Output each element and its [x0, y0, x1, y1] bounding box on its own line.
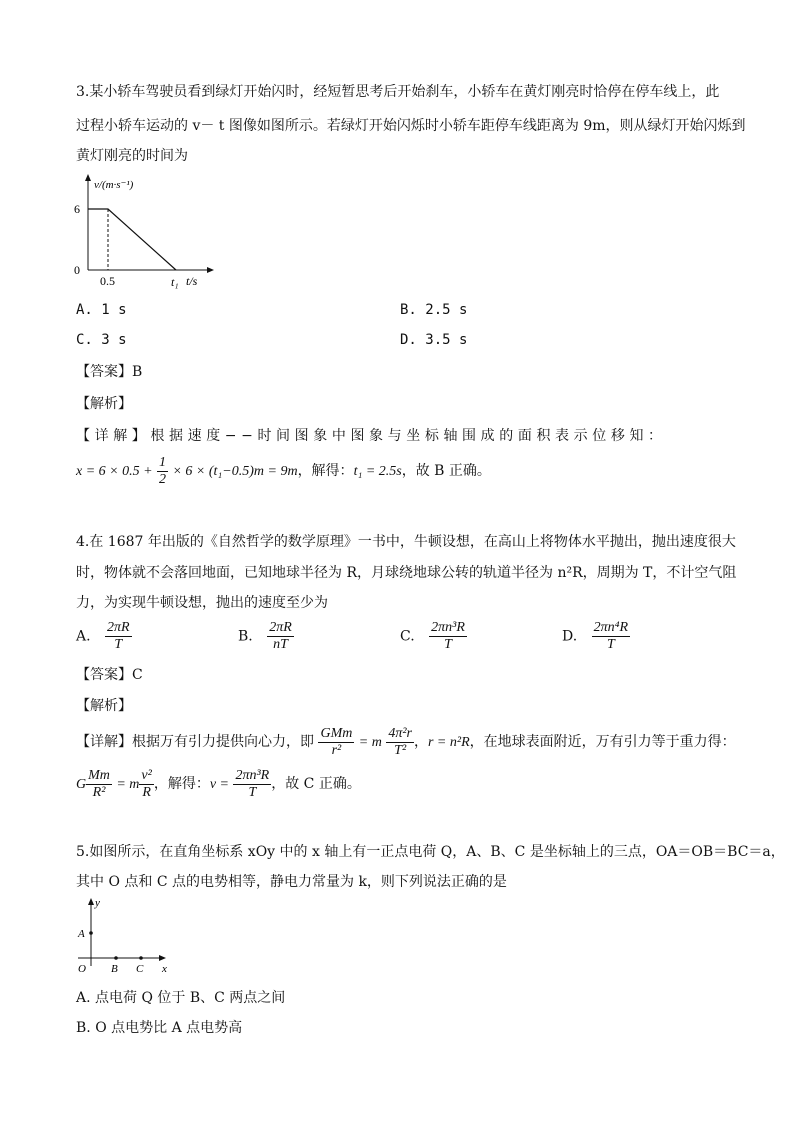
q5-point-a — [89, 931, 93, 935]
q4-option-a-label: A. — [76, 628, 91, 645]
q4-f5-num: 2πn³R — [235, 767, 270, 783]
q5-x-arrow — [159, 955, 166, 961]
q4-mid-comma: ， — [413, 734, 428, 750]
q4-option-a-num: 2πR — [107, 620, 130, 635]
q5-point-c — [139, 956, 143, 960]
q3-formula-line — [76, 450, 491, 493]
q3-frac-den: 2 — [159, 471, 167, 487]
q3-analysis-heading: 【解析】 — [76, 396, 132, 412]
q3-x-arrow — [207, 267, 214, 273]
q3-x-tick-05: 0.5 — [100, 274, 115, 288]
q5-stem-line-1: 5.如图所示，在直角坐标系 xOy 中的 x 轴上有一正点电荷 Q，A、B、C 是坐标轴上的三点，OA＝OB＝BC＝a， — [76, 844, 785, 860]
q4-option-d-fraction — [592, 620, 630, 653]
q5-option-b: B. O 点电势比 A 点电势高 — [76, 1020, 243, 1036]
q3-stem-line-3: 黄灯刚亮的时间为 — [76, 148, 188, 164]
q4-option-b-num: 2πR — [269, 620, 292, 635]
q3-option-b: B. 2.5 s — [400, 302, 468, 318]
q3-answer: 【答案】B — [76, 364, 143, 380]
q5-a-label: A — [78, 928, 85, 940]
q5-c-label: C — [136, 963, 144, 975]
q4-option-c-den: T — [444, 637, 452, 652]
q5-option-a: A. 点电荷 Q 位于 B、C 两点之间 — [76, 990, 286, 1006]
q3-vt-graph — [60, 170, 220, 290]
q3-y-axis-label: v/(m·s⁻¹) — [94, 179, 134, 191]
q4-frac-gmm-r2 — [318, 726, 354, 759]
q4-frac-v2-r — [139, 768, 153, 801]
q4-option-b-fraction — [267, 620, 294, 653]
q4-option-c-fraction — [429, 620, 467, 653]
q4-f1-den: r² — [331, 742, 342, 758]
q4-detail-post: ，在地球表面附近，万有引力等于重力得： — [469, 734, 736, 750]
q3-formula-pre: x = 6 × 0.5 + — [76, 464, 153, 479]
q3-stem-line-1: 3.某小轿车驾驶员看到绿灯开始闪时，经短暂思考后开始刹车，小轿车在黄灯刚亮时恰停在停车线上，此 — [76, 84, 720, 100]
q4-solve-text: ，解得： — [153, 776, 210, 792]
q4-f5-den: T — [248, 784, 257, 800]
q3-fraction-half — [157, 455, 168, 488]
q4-frac-mm-r2 — [86, 768, 112, 801]
q4-frac-4pi2r-t2 — [386, 726, 414, 759]
q4-eq1: = m — [358, 735, 382, 750]
q3-t1-label: t₁ — [171, 275, 179, 289]
q4-option-b-den: nT — [273, 637, 288, 652]
q3-velocity-line — [88, 209, 176, 270]
q4-option-d-num: 2πn⁴R — [593, 620, 629, 635]
q4-frac-result — [233, 768, 271, 801]
q5-y-label: y — [95, 897, 100, 909]
q4-detail-pre: 【详解】根据万有引力提供向心力，即 — [76, 734, 314, 750]
q3-option-a: A. 1 s — [76, 302, 127, 318]
q4-f2-den: T² — [394, 742, 407, 758]
q4-option-b — [238, 620, 294, 653]
q4-f2-num: 4π²r — [388, 725, 412, 741]
q4-detail-line-2 — [76, 762, 361, 807]
q3-stem-line-2: 过程小轿车运动的 v－ t 图像如图所示。若绿灯开始闪烁时小轿车距停车线距离为 9m，则从绿灯开始闪烁到 — [76, 118, 746, 134]
q3-formula-post: × 6 × (t₁−0.5)m = 9m — [172, 464, 298, 479]
q4-option-d-den: T — [606, 637, 615, 652]
q5-coordinate-graph — [70, 894, 180, 978]
q4-f1-num: GMm — [320, 725, 353, 741]
q4-r-expr: r = n²R — [427, 735, 470, 750]
q4-option-c-num: 2πn³R — [431, 620, 465, 635]
q4-option-d — [562, 620, 630, 653]
q5-y-arrow — [88, 898, 94, 905]
q4-option-a-fraction — [105, 620, 132, 653]
q3-y-arrow — [85, 174, 91, 181]
q4-f3-num: Mm — [88, 767, 110, 783]
q3-origin-label: 0 — [74, 263, 80, 277]
q4-stem-line-2: 时，物体就不会落回地面，已知地球半径为 R，月球绕地球公转的轨道半径为 n²R，周期为 T，不计空气阻 — [76, 565, 737, 581]
q4-f4-num: v² — [141, 767, 152, 783]
q4-f4-den: R — [142, 784, 151, 800]
q4-detail-line-1 — [76, 720, 736, 765]
q4-option-c-label: C. — [400, 628, 415, 645]
q4-stem-line-1: 4.在 1687 年出版的《自然哲学的数学原理》一书中，牛顿设想，在高山上将物体水平抛出，抛出速度很大 — [76, 534, 736, 550]
q4-option-b-label: B. — [238, 628, 253, 645]
q4-option-d-label: D. — [562, 628, 578, 645]
q5-o-label: O — [78, 963, 86, 975]
q4-answer: 【答案】C — [76, 667, 143, 683]
q4-conclusion: ，故 C 正确。 — [271, 776, 361, 792]
q4-option-a-den: T — [114, 637, 123, 652]
q4-option-c — [400, 620, 467, 653]
q3-result: t₁ = 2.5s — [353, 464, 402, 479]
q5-b-label: B — [111, 963, 118, 975]
q5-stem-line-2: 其中 O 点和 C 点的电势相等，静电力常量为 k，则下列说法正确的是 — [76, 874, 507, 890]
q5-point-b — [114, 956, 118, 960]
q4-v-pre: v = — [209, 777, 230, 792]
q4-g: G — [76, 777, 87, 792]
q3-conclusion: ，故 B 正确。 — [401, 463, 491, 479]
q3-option-d: D. 3.5 s — [400, 332, 468, 348]
q4-f3-den: R² — [92, 784, 106, 800]
q4-eq2: = m — [116, 777, 140, 792]
q3-detail-line: 【详解】根据速度−−时间图象中图象与坐标轴围成的面积表示位移知： — [76, 428, 667, 444]
q3-solve-text: ，解得： — [297, 463, 354, 479]
q4-analysis-heading: 【解析】 — [76, 698, 132, 714]
q4-option-a — [76, 620, 132, 653]
q3-x-axis-label: t/s — [186, 274, 198, 288]
q5-x-label: x — [162, 963, 167, 975]
q3-option-c: C. 3 s — [76, 332, 127, 348]
q3-frac-num: 1 — [159, 454, 167, 470]
q3-y-tick-6: 6 — [74, 202, 80, 216]
q4-stem-line-3: 力，为实现牛顿设想，抛出的速度至少为 — [76, 595, 328, 611]
